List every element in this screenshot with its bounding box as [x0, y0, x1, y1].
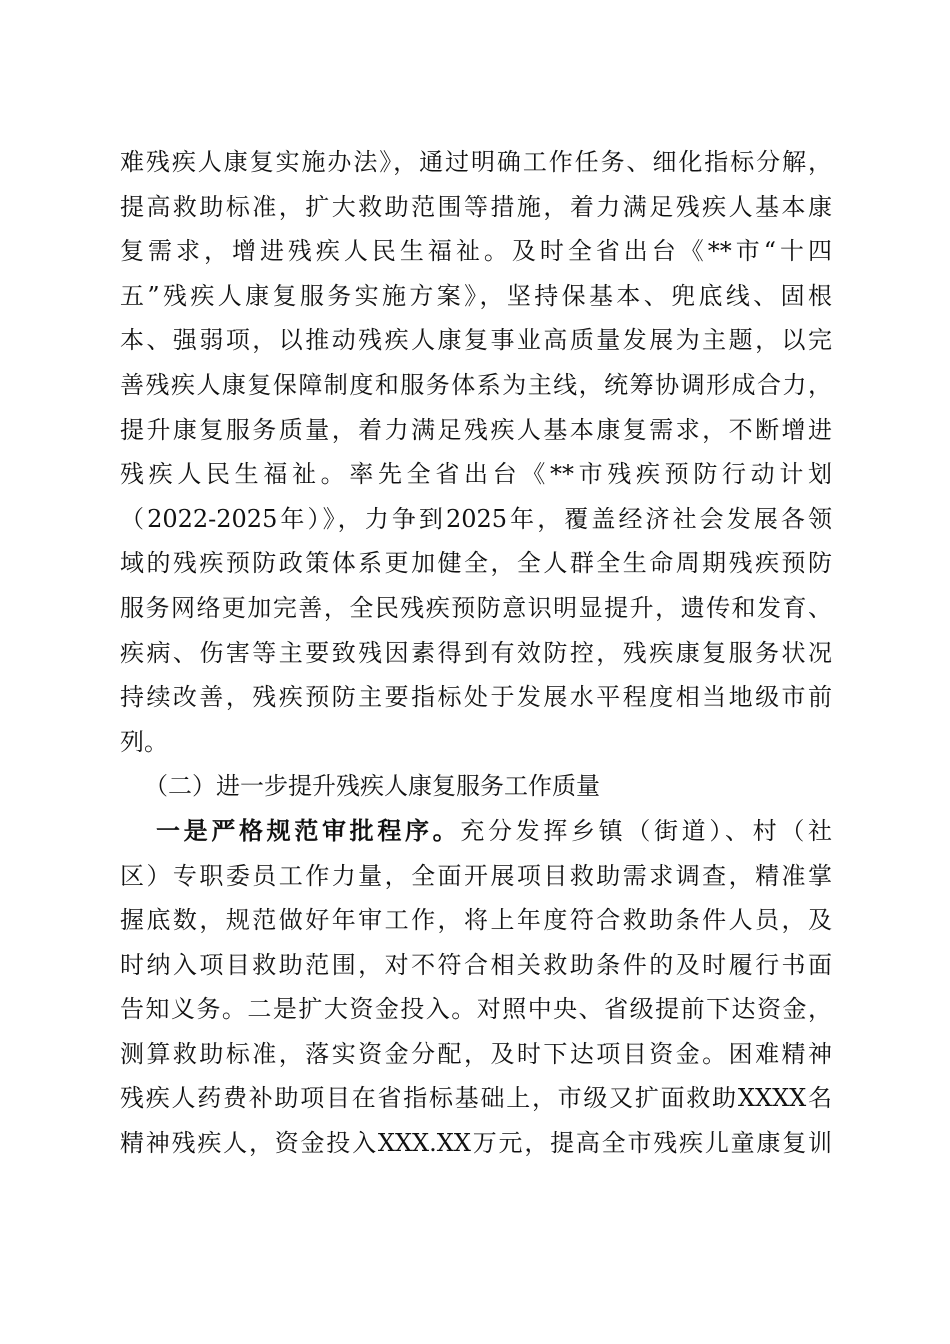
text-line: 善残疾人康复保障制度和服务体系为主线，统筹协调形成合力， [120, 370, 832, 399]
bold-lead: 一是严格规范审批程序。 [156, 815, 461, 845]
text-line: 残疾人民生福祉。率先全省出台《**市残疾预防行动计划 [120, 460, 832, 489]
text-line: 疾病、伤害等主要致残因素得到有效防控，残疾康复服务状况 [120, 638, 832, 667]
text-line: 本、强弱项，以推动残疾人康复事业高质量发展为主题，以完 [120, 326, 832, 355]
text-line: 持续改善，残疾预防主要指标处于发展水平程度相当地级市前 [120, 683, 832, 712]
text-line: （2022-2025年）》，力争到2025年，覆盖经济社会发展各领 [120, 504, 832, 533]
text-line: 域的残疾预防政策体系更加健全，全人群全生命周期残疾预防 [120, 549, 832, 578]
text-line: 区）专职委员工作力量，全面开展项目救助需求调查，精准掌 [120, 861, 832, 890]
document-body [120, 140, 832, 1166]
text-line: 提高救助标准，扩大救助范围等措施，着力满足残疾人基本康 [120, 192, 832, 221]
text-line: 告知义务。二是扩大资金投入。对照中央、省级提前下达资金， [120, 995, 832, 1024]
section-heading: （二）进一步提升残疾人康复服务工作质量 [144, 772, 600, 801]
text-line: 服务网络更加完善，全民残疾预防意识明显提升，遗传和发育、 [120, 593, 832, 622]
text-line: 精神残疾人，资金投入XXX.XX万元，提高全市残疾儿童康复训 [120, 1129, 832, 1158]
text-line [120, 809, 832, 854]
paragraph [120, 809, 832, 1166]
text-line: 残疾人药费补助项目在省指标基础上，市级又扩面救助XXXX名 [120, 1084, 832, 1113]
text-span: 充分发挥乡镇（街道）、村（社 [460, 816, 832, 845]
text-line: 提升康复服务质量，着力满足残疾人基本康复需求，不断增进 [120, 415, 832, 444]
text-line: 五”残疾人康复服务实施方案》，坚持保基本、兜底线、固根 [120, 281, 832, 310]
text-line: 测算救助标准，落实资金分配，及时下达项目资金。困难精神 [120, 1039, 832, 1068]
paragraph [120, 140, 832, 764]
text-line: 难残疾人康复实施办法》，通过明确工作任务、细化指标分解， [120, 148, 832, 176]
text-line: 列。 [120, 727, 168, 756]
text-line: 时纳入项目救助范围，对不符合相关救助条件的及时履行书面 [120, 950, 832, 979]
text-line: 握底数，规范做好年审工作，将上年度符合救助条件人员，及 [120, 906, 832, 935]
text-line: 复需求，增进残疾人民生福祉。及时全省出台《**市“十四 [120, 237, 832, 266]
